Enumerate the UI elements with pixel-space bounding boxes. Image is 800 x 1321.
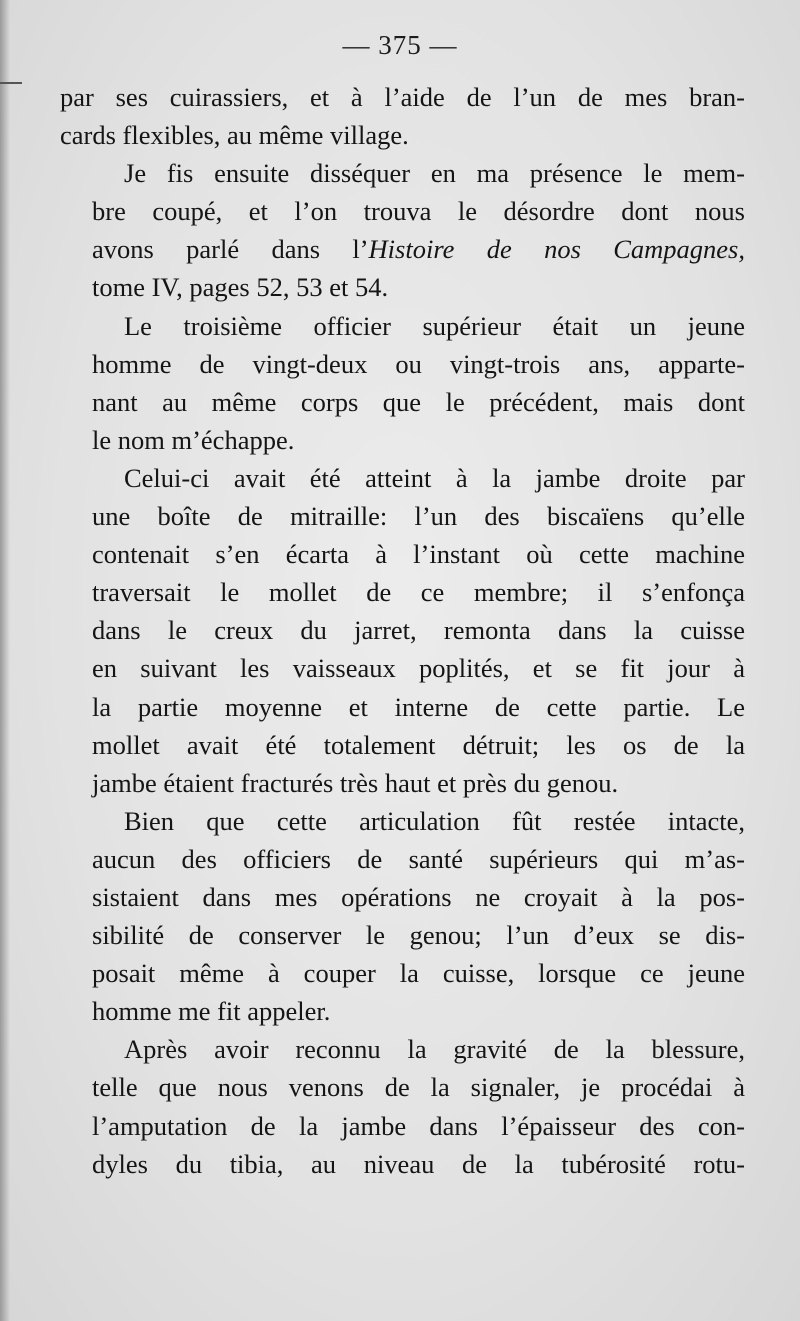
page-edge-mark [0, 82, 22, 84]
paragraph-5 [60, 802, 745, 1031]
text-line: telle que nous venons de la signaler, je procédai à [92, 1072, 745, 1103]
page-number: — 375 — [342, 30, 458, 60]
paragraph-4 [60, 459, 745, 802]
text-line: en suivant les vaisseaux poplités, et se fit jour à [92, 653, 745, 684]
text-line: la partie moyenne et interne de cette partie. Le [92, 691, 745, 722]
text-line: Je fis ensuite disséquer en ma présence le mem- [124, 158, 745, 189]
text-line: traversait le mollet de ce membre; il s’enfonça [92, 577, 745, 608]
paragraph-3 [60, 307, 745, 459]
text-fragment: avons parlé dans l’ [92, 234, 369, 265]
text-line-with-title [60, 230, 745, 268]
text-line: cards flexibles, au même village. [60, 120, 409, 151]
text-line: bre coupé, et l’on trouva le désordre dont nous [92, 196, 745, 227]
text-line: une boîte de mitraille: l’un des biscaïens qu’elle [92, 501, 745, 532]
text-line: homme me fit appeler. [92, 996, 331, 1027]
text-line: nant au même corps que le précédent, mais dont [92, 386, 745, 417]
text-line: aucun des officiers de santé supérieurs qui m’as- [92, 843, 745, 874]
text-line: sistaient dans mes opérations ne croyait à la pos- [92, 881, 745, 912]
text-line: homme de vingt-deux ou vingt-trois ans, apparte- [92, 348, 745, 379]
paragraph-1 [60, 78, 745, 154]
text-line: Bien que cette articulation fût restée intacte, [124, 805, 745, 836]
body-text [60, 78, 745, 1183]
paragraph-2 [60, 154, 745, 306]
text-line: dans le creux du jarret, remonta dans la cuisse [92, 615, 745, 646]
text-line: Celui-ci avait été atteint à la jambe droite par [124, 462, 745, 493]
paragraph-6 [60, 1030, 745, 1182]
text-line: tome IV, pages 52, 53 et 54. [92, 272, 389, 303]
text-line: par ses cuirassiers, et à l’aide de l’un de mes bran- [60, 82, 745, 112]
text-line: dyles du tibia, au niveau de la tubérosité rotu- [92, 1148, 745, 1179]
text-line: posait même à couper la cuisse, lorsque ce jeune [92, 958, 745, 989]
book-title-italic: Histoire de nos Campagnes, [368, 234, 745, 265]
text-line: sibilité de conserver le genou; l’un d’eux se dis- [92, 920, 745, 951]
text-line: Après avoir reconnu la gravité de la blessure, [124, 1034, 745, 1065]
text-line: jambe étaient fracturés très haut et près du genou. [92, 767, 619, 798]
text-line: l’amputation de la jambe dans l’épaisseur des con- [92, 1110, 745, 1141]
text-line: le nom m’échappe. [92, 424, 295, 455]
text-line: Le troisième officier supérieur était un jeune [124, 310, 745, 341]
page-edge-shadow [0, 0, 10, 1321]
text-line: mollet avait été totalement détruit; les os de la [92, 729, 745, 760]
text-line: contenait s’en écarta à l’instant où cette machine [92, 539, 745, 570]
